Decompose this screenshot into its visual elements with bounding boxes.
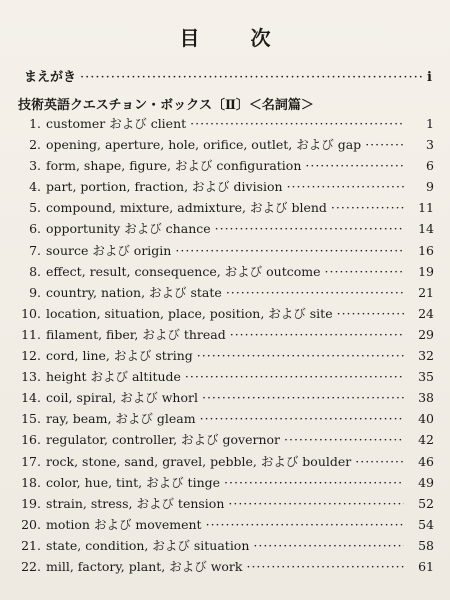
entry-number: 6. bbox=[29, 221, 41, 237]
dot-leader bbox=[325, 264, 404, 279]
dot-leader bbox=[202, 390, 404, 405]
entry-number: 22. bbox=[21, 558, 41, 574]
entry-text: compound, mixture, admixture, および blend bbox=[46, 200, 327, 216]
dot-leader bbox=[226, 285, 404, 300]
entry-number: 7. bbox=[29, 242, 41, 258]
toc-entry bbox=[18, 409, 434, 430]
entry-number: 5. bbox=[29, 200, 41, 216]
dot-leader bbox=[331, 200, 404, 215]
entry-number: 17. bbox=[21, 453, 41, 469]
entry-text: strain, stress, および tension bbox=[46, 495, 225, 511]
dot-leader bbox=[365, 137, 404, 152]
entry-number: 4. bbox=[29, 179, 41, 195]
toc-entry bbox=[18, 198, 434, 219]
entry-page-number: 52 bbox=[418, 495, 434, 511]
entry-text: filament, fiber, および thread bbox=[46, 326, 226, 342]
entry-page-number: 54 bbox=[418, 516, 434, 532]
dot-leader bbox=[287, 179, 404, 194]
dot-leader bbox=[230, 327, 404, 342]
page-title: 目 次 bbox=[179, 26, 293, 50]
toc-entry bbox=[18, 325, 434, 346]
entry-number: 18. bbox=[21, 474, 41, 490]
toc-entry bbox=[18, 177, 434, 198]
entry-number: 13. bbox=[21, 369, 41, 385]
toc-entry bbox=[18, 346, 434, 367]
entry-text: country, nation, および state bbox=[46, 284, 222, 300]
dot-leader bbox=[337, 306, 404, 321]
preface-label: まえがき bbox=[24, 70, 77, 85]
entry-page-number: 9 bbox=[426, 179, 434, 195]
entry-page-number: 21 bbox=[418, 284, 434, 300]
toc-entry bbox=[18, 452, 434, 473]
entry-text: state, condition, および situation bbox=[46, 537, 250, 553]
dot-leader bbox=[246, 559, 404, 574]
entry-number: 12. bbox=[21, 348, 41, 364]
toc-entry bbox=[18, 388, 434, 409]
entry-page-number: 40 bbox=[418, 411, 434, 427]
entry-page-number: 3 bbox=[426, 137, 434, 153]
preface-page-number: i bbox=[427, 70, 432, 85]
dot-leader bbox=[200, 411, 404, 426]
dot-leader bbox=[190, 116, 404, 131]
entry-page-number: 49 bbox=[418, 474, 434, 490]
entry-number: 3. bbox=[29, 158, 41, 174]
entry-page-number: 32 bbox=[418, 348, 434, 364]
entry-number: 20. bbox=[21, 516, 41, 532]
toc-entry bbox=[18, 262, 434, 283]
toc-entry bbox=[18, 515, 434, 536]
dot-leader bbox=[305, 158, 404, 173]
entry-text: cord, line, および string bbox=[46, 348, 193, 364]
entry-text: location, situation, place, position, および site bbox=[46, 305, 333, 321]
entry-number: 21. bbox=[21, 537, 41, 553]
entry-text: effect, result, consequence, および outcome bbox=[46, 263, 321, 279]
preface-entry bbox=[24, 66, 432, 85]
entry-page-number: 6 bbox=[426, 158, 434, 174]
entry-number: 19. bbox=[21, 495, 41, 511]
entry-page-number: 61 bbox=[418, 558, 434, 574]
toc-entry bbox=[18, 536, 434, 557]
dot-leader bbox=[228, 496, 404, 511]
toc-entry bbox=[18, 114, 434, 135]
entry-text: rock, stone, sand, gravel, pebble, および boulder bbox=[46, 453, 352, 469]
dot-leader bbox=[224, 475, 404, 490]
dot-leader bbox=[197, 348, 404, 363]
entry-number: 15. bbox=[21, 411, 41, 427]
entry-number: 2. bbox=[29, 137, 41, 153]
entry-text: ray, beam, および gleam bbox=[46, 411, 196, 427]
entry-page-number: 11 bbox=[418, 200, 434, 216]
entry-page-number: 46 bbox=[418, 453, 434, 469]
entry-number: 10. bbox=[21, 305, 41, 321]
entry-text: motion および movement bbox=[46, 516, 202, 532]
toc-entry bbox=[18, 241, 434, 262]
dot-leader bbox=[355, 454, 404, 469]
toc-entry bbox=[18, 430, 434, 451]
toc-entry bbox=[18, 135, 434, 156]
toc-entry bbox=[18, 557, 434, 578]
entry-text: customer および client bbox=[46, 116, 187, 131]
toc-entry bbox=[18, 219, 434, 240]
toc-entry bbox=[18, 304, 434, 325]
entry-page-number: 1 bbox=[426, 116, 434, 131]
dot-leader bbox=[284, 432, 404, 447]
entry-number: 8. bbox=[29, 263, 41, 279]
toc-entry bbox=[18, 494, 434, 515]
entry-page-number: 16 bbox=[418, 242, 434, 258]
entry-number: 14. bbox=[21, 390, 41, 406]
dot-leader bbox=[206, 517, 404, 532]
toc-entry bbox=[18, 473, 434, 494]
entry-page-number: 19 bbox=[418, 263, 434, 279]
dot-leader bbox=[253, 538, 404, 553]
section-heading: 技術英語クエスチョン・ボックス〔Ⅱ〕＜名詞篇＞ bbox=[18, 98, 314, 113]
entry-text: regulator, controller, および governor bbox=[46, 432, 281, 448]
entry-text: form, shape, figure, および configuration bbox=[46, 158, 302, 174]
entry-text: source および origin bbox=[46, 242, 172, 258]
entry-page-number: 29 bbox=[418, 326, 434, 342]
toc-list bbox=[18, 114, 434, 578]
entry-text: coil, spiral, および whorl bbox=[46, 390, 198, 406]
dot-leader bbox=[175, 243, 404, 258]
entry-number: 16. bbox=[21, 432, 41, 448]
entry-page-number: 38 bbox=[418, 390, 434, 406]
toc-entry bbox=[18, 156, 434, 177]
entry-number: 1. bbox=[29, 116, 41, 131]
entry-number: 11. bbox=[21, 326, 41, 342]
entry-page-number: 14 bbox=[418, 221, 434, 237]
dot-leader bbox=[215, 221, 404, 236]
dot-leader bbox=[80, 70, 423, 85]
entry-text: opportunity および chance bbox=[46, 221, 211, 237]
toc-entry bbox=[18, 367, 434, 388]
entry-text: mill, factory, plant, および work bbox=[46, 558, 243, 574]
entry-text: part, portion, fraction, および division bbox=[46, 179, 283, 195]
entry-text: height および altitude bbox=[46, 369, 181, 385]
entry-page-number: 58 bbox=[418, 537, 434, 553]
entry-page-number: 42 bbox=[418, 432, 434, 448]
entry-page-number: 35 bbox=[418, 369, 434, 385]
toc-entry bbox=[18, 283, 434, 304]
entry-text: color, hue, tint, および tinge bbox=[46, 474, 221, 490]
dot-leader bbox=[185, 369, 404, 384]
entry-number: 9. bbox=[29, 284, 41, 300]
entry-page-number: 24 bbox=[418, 305, 434, 321]
entry-text: opening, aperture, hole, orifice, outlet, および gap bbox=[46, 137, 362, 153]
